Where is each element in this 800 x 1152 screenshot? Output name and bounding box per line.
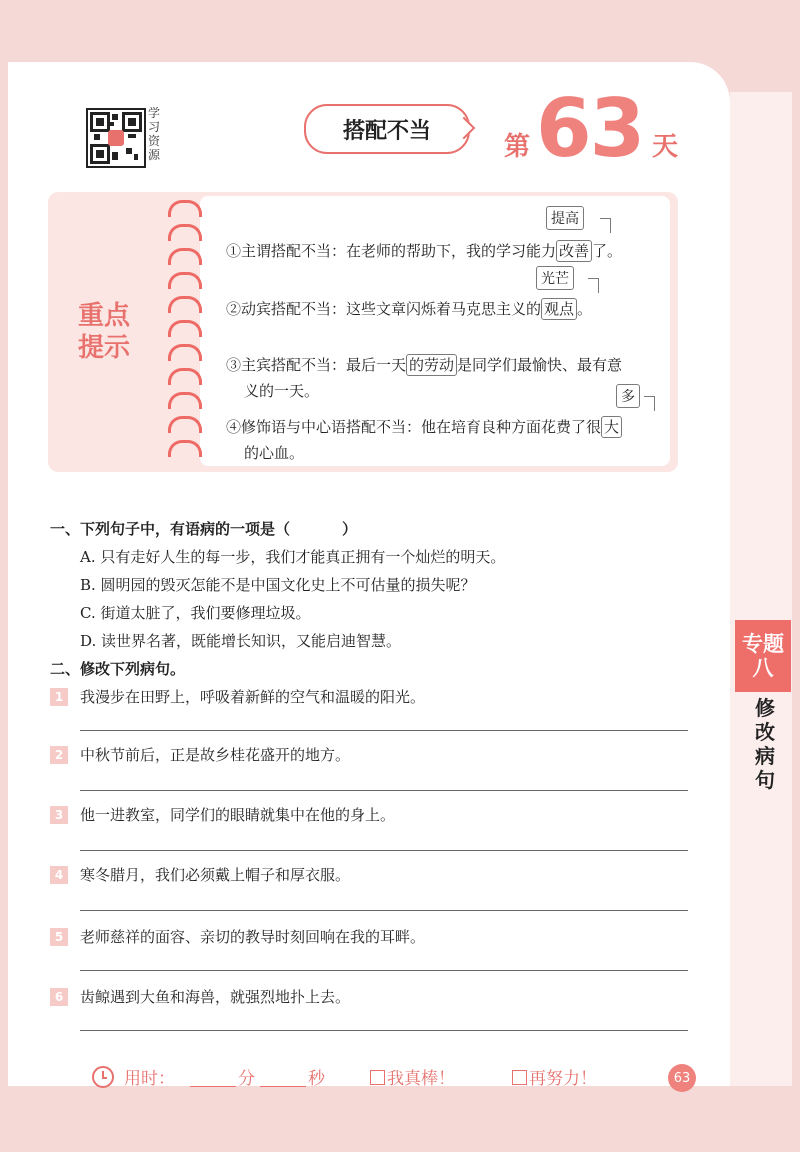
option-c[interactable]: C. 街道太脏了，我们要修理垃圾。 <box>80 604 311 622</box>
question-number: 1 <box>50 688 68 706</box>
page-number: 63 <box>668 1064 696 1092</box>
key-points-label: 重点 提示 <box>77 301 130 363</box>
option-b[interactable]: B. 圆明园的毁灭怎能不是中国文化史上不可估量的损失呢？ <box>80 576 476 594</box>
qr-code-icon[interactable] <box>86 108 146 168</box>
time-label: 用时： <box>124 1069 175 1089</box>
answer-line[interactable] <box>80 790 688 791</box>
topic-title: 搭配不当 <box>304 104 470 154</box>
self-check-great[interactable]: 我真棒！ <box>370 1064 455 1089</box>
question-text: 他一进教室，同学们的眼睛就集中在他的身上。 <box>80 806 396 824</box>
correction-caret <box>600 218 611 233</box>
question-number: 4 <box>50 866 68 884</box>
day-prefix: 第 <box>504 132 531 162</box>
correction-caret <box>588 278 599 293</box>
correction-2: 光芒 <box>536 266 574 290</box>
seconds-blank[interactable] <box>260 1086 306 1087</box>
checkbox-icon[interactable] <box>370 1070 385 1085</box>
checkbox-icon[interactable] <box>512 1070 527 1085</box>
correction-4: 多 <box>616 384 640 408</box>
key-point-4: ④修饰语与中心语搭配不当：他在培育良种方面花费了很 大 <box>226 416 622 438</box>
section1-title: 一、下列句子中，有语病的一项是（ ） <box>50 520 358 538</box>
answer-line[interactable] <box>80 730 688 731</box>
key-point-3-cont: 义的一天。 <box>244 382 320 400</box>
question-text: 中秋节前后，正是故乡桂花盛开的地方。 <box>80 746 351 764</box>
section2-title: 二、修改下列病句。 <box>50 660 186 678</box>
question-text: 我漫步在田野上，呼吸着新鲜的空气和温暖的阳光。 <box>80 688 426 706</box>
day-suffix: 天 <box>652 132 679 162</box>
self-check-try-harder[interactable]: 再努力！ <box>512 1064 597 1089</box>
question-number: 2 <box>50 746 68 764</box>
seconds-unit: 秒 <box>308 1069 325 1089</box>
question-text: 齿鲸遇到大鱼和海兽，就强烈地扑上去。 <box>80 988 351 1006</box>
clock-icon <box>92 1066 114 1088</box>
page-edge <box>730 92 792 1086</box>
correction-caret <box>644 396 655 411</box>
minutes-unit: 分 <box>238 1069 255 1089</box>
qr-label: 学习资源 <box>148 106 161 162</box>
answer-line[interactable] <box>80 910 688 911</box>
question-number: 6 <box>50 988 68 1006</box>
question-text: 老师慈祥的面容、亲切的教导时刻回响在我的耳畔。 <box>80 928 426 946</box>
question-number: 3 <box>50 806 68 824</box>
key-point-3: ③主宾搭配不当：最后一天 的劳动 是同学们最愉快、最有意 <box>226 356 623 374</box>
key-point-4-cont: 的心血。 <box>244 444 305 462</box>
key-point-2: ②动宾搭配不当：这些文章闪烁着马克思主义的 观点 。 <box>226 300 593 318</box>
question-text: 寒冬腊月，我们必须戴上帽子和厚衣服。 <box>80 866 351 884</box>
answer-line[interactable] <box>80 1030 688 1031</box>
option-a[interactable]: A. 只有走好人生的每一步，我们才能真正拥有一个灿烂的明天。 <box>80 548 506 566</box>
correction-1: 提高 <box>546 206 584 230</box>
minutes-blank[interactable] <box>190 1086 236 1087</box>
topic-tab: 专题 八 <box>735 620 791 692</box>
topic-tab-subtitle: 修 改 病 句 <box>755 696 775 792</box>
key-point-1: ①主谓搭配不当：在老师的帮助下，我的学习能力 改善 了。 <box>226 242 623 260</box>
question-number: 5 <box>50 928 68 946</box>
answer-line[interactable] <box>80 850 688 851</box>
day-number: 63 <box>536 82 644 175</box>
answer-line[interactable] <box>80 970 688 971</box>
option-d[interactable]: D. 读世界名著，既能增长知识，又能启迪智慧。 <box>80 632 402 650</box>
